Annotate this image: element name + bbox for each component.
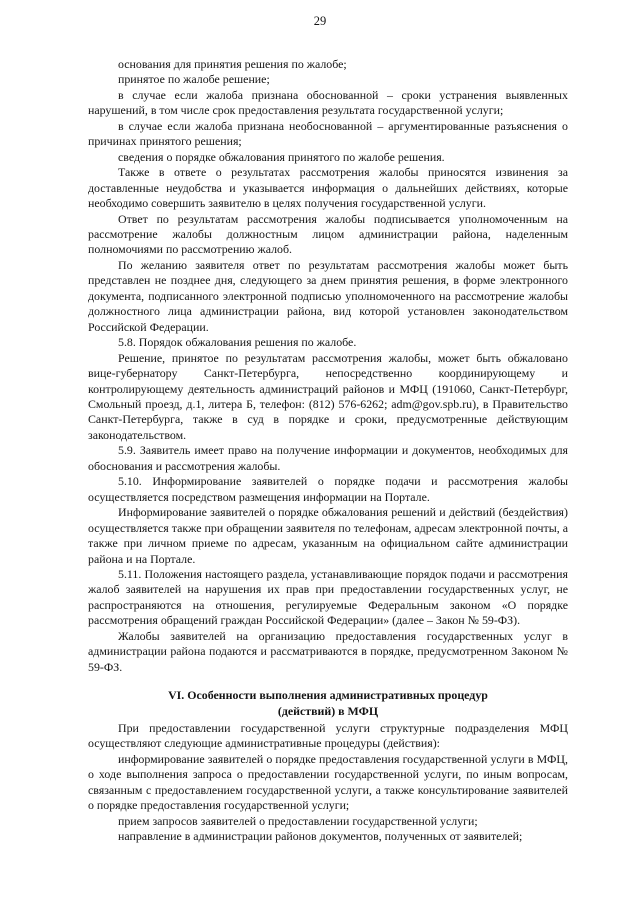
paragraph: 5.10. Информирование заявителей о порядке подачи и рассмотрения жалобы осуществляется посредством размещения информации на Портале. — [88, 474, 568, 504]
section-heading — [88, 688, 568, 719]
paragraph: Также в ответе о результатах рассмотрения жалобы приносятся извинения за доставленные неудобства и указывается информация о дальнейших действиях, которые необходимо совершить заявителю в целях получения государственной услуги. — [88, 165, 568, 211]
paragraph: 5.11. Положения настоящего раздела, устанавливающие порядок подачи и рассмотрения жалоб заявителей на нарушения их прав при предоставлении государственных услуг, не распространяются на отношения, регулируемые Федеральным законом «О порядке рассмотрения обращений граждан Российской Федерации» (далее – Закон № 59-ФЗ). — [88, 566, 568, 628]
paragraph: При предоставлении государственной услуги структурные подразделения МФЦ осуществляют следующие административные процедуры (действия): — [88, 721, 568, 751]
paragraph: основания для принятия решения по жалобе; — [118, 57, 347, 71]
paragraph: Решение, принятое по результатам рассмотрения жалобы, может быть обжаловано вице-губернатору Санкт-Петербурга, непосредственно координирующему и контролирующему деятельность администраций районов и МФЦ (191060, Санкт-Петербург, Смольный проезд, д.1, литера Б, телефон: (812) 576-6262; adm@gov.spb.ru), в Правительство Санкт-Петербурга, также в суд в порядке и сроки, предусмотренные действующим законодательством. — [88, 350, 568, 442]
paragraph: в случае если жалоба признана обоснованной – сроки устранения выявленных нарушений, в том числе срок предоставления результата государственной услуги; — [88, 87, 568, 118]
section-heading-line: VI. Особенности выполнения административных процедур — [168, 688, 488, 703]
paragraph: 5.9. Заявитель имеет право на получение информации и документов, необходимых для обоснования и рассмотрения жалобы. — [88, 443, 568, 473]
paragraph: в случае если жалоба признана необоснованной – аргументированные разъяснения о причинах принятого решения; — [88, 118, 568, 149]
document-body — [88, 57, 568, 845]
page-number: 29 — [313, 14, 327, 28]
paragraph: По желанию заявителя ответ по результатам рассмотрения жалобы может быть представлен не позднее дня, следующего за днем принятия решения, в форме электронного документа, подписанного электронной подписью уполномоченного на рассмотрение жалобы должностного лица администрации района, вид которой установлен законодательством Российской Федерации. — [88, 257, 568, 334]
paragraph: Информирование заявителей о порядке обжалования решений и действий (бездействия) осуществляется также при обращении заявителя по телефонам, адресам электронной почты, а также при личном приеме по адресам, указанным на официальном сайте администрации района и на Портале. — [88, 505, 568, 566]
section-heading-line: (действий) в МФЦ — [277, 703, 379, 718]
paragraph: принятое по жалобе решение; — [118, 72, 270, 87]
paragraph: направление в администрации районов документов, полученных от заявителей; — [118, 829, 523, 844]
paragraph: Жалобы заявителей на организацию предоставления государственных услуг в администрации района подаются и рассматриваются в порядке, предусмотренном Законом № 59-ФЗ. — [88, 628, 568, 674]
paragraph: сведения о порядке обжалования принятого по жалобе решения. — [118, 149, 445, 164]
paragraph: Ответ по результатам рассмотрения жалобы подписывается уполномоченным на рассмотрение жалобы должностным лицом администрации района, наделенным полномочиями по рассмотрению жалоб. — [88, 211, 568, 257]
paragraph: прием запросов заявителей о предоставлении государственной услуги; — [118, 813, 478, 828]
paragraph: 5.8. Порядок обжалования решения по жалобе. — [118, 335, 357, 350]
paragraph: информирование заявителей о порядке предоставления государственной услуги в МФЦ, о ходе выполнения запроса о предоставлении государственной услуги, по иным вопросам, связанным с предоставлением государственной услуги, а также консультирование заявителей о порядке предоставления государственной услуги; — [88, 751, 568, 813]
